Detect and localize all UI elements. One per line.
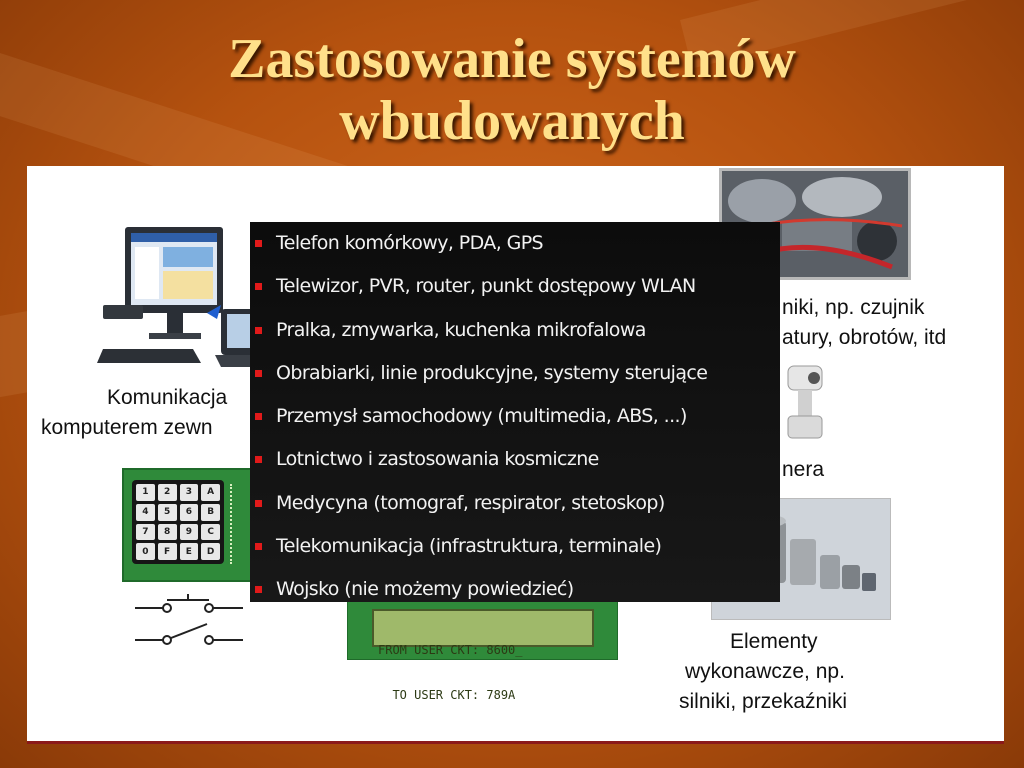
actuator-label-line-3: silniki, przekaźniki [679, 690, 848, 713]
sensor-label-2 [782, 324, 946, 352]
slide-title-line-1: Zastosowanie systemów [228, 28, 796, 90]
bullet-square-icon [255, 283, 262, 290]
bullet-square-icon [255, 500, 262, 507]
applications-list [250, 222, 780, 616]
keypad-key: 2 [158, 484, 177, 501]
keypad-key: C [201, 524, 220, 541]
list-item-text: Medycyna (tomograf, respirator, stetoskop) [276, 491, 665, 514]
lcd-line-2: TO USER CKT: 789A [378, 688, 516, 702]
keypad-key: 8 [158, 524, 177, 541]
computer-label-line-2: komputerem zewn [41, 416, 213, 439]
actuator-label-line-2: wykonawcze, np. [685, 660, 845, 683]
bullet-square-icon [255, 456, 262, 463]
computer-label-2 [41, 414, 213, 442]
actuator-label-line-1: Elementy [730, 630, 818, 653]
list-item [250, 356, 780, 399]
list-item-text: Pralka, zmywarka, kuchenka mikrofalowa [276, 318, 646, 341]
keypad-key: 5 [158, 504, 177, 521]
keypad-image [122, 468, 266, 582]
sensor-label-1 [782, 294, 924, 322]
camera-label [782, 456, 824, 484]
list-item [250, 313, 780, 356]
sensor-label-line-1: niki, np. czujnik [782, 296, 925, 319]
actuator-label-2 [685, 658, 845, 686]
actuator-label-1 [730, 628, 818, 656]
keypad-key: 1 [136, 484, 155, 501]
computer-label [107, 384, 227, 412]
list-item [250, 269, 780, 312]
keypad-key: 3 [180, 484, 199, 501]
camera-image [780, 362, 830, 442]
list-item-text: Telekomunikacja (infrastruktura, terminale) [276, 535, 662, 558]
keypad-grid [132, 480, 224, 564]
keypad-key: 6 [180, 504, 199, 521]
actuator-label-3 [679, 688, 847, 716]
list-item [250, 399, 780, 442]
list-item-text: Obrabiarki, linie produkcyjne, systemy sterujące [276, 361, 708, 384]
bottom-divider-line [27, 741, 1004, 744]
bullet-square-icon [255, 586, 262, 593]
list-item-text: Telefon komórkowy, PDA, GPS [276, 232, 544, 254]
bullet-square-icon [255, 370, 262, 377]
list-item [250, 572, 780, 615]
slide-title-line-2: wbudowanych [339, 90, 685, 152]
camera-label-text: nera [782, 458, 825, 481]
list-item-text: Przemysł samochodowy (multimedia, ABS, ...) [276, 405, 687, 428]
list-item-text: Lotnictwo i zastosowania kosmiczne [276, 448, 599, 471]
list-item [250, 442, 780, 485]
slide-title [0, 28, 1024, 152]
keypad-key: 4 [136, 504, 155, 521]
switch-symbols [135, 594, 245, 654]
bullet-square-icon [255, 240, 262, 247]
keypad-key: B [201, 504, 220, 521]
computer-label-line-1: Komunikacja [107, 386, 228, 409]
keypad-key: A [201, 484, 220, 501]
bullet-square-icon [255, 327, 262, 334]
list-item-text: Wojsko (nie możemy powiedzieć) [276, 578, 574, 601]
keypad-key: 0 [136, 543, 155, 560]
list-item [250, 226, 780, 269]
bullet-square-icon [255, 543, 262, 550]
sensor-label-line-2: atury, obrotów, itd [782, 326, 947, 349]
keypad-key: 7 [136, 524, 155, 541]
lcd-line-1: FROM USER CKT: 8600_ [378, 643, 523, 657]
list-item [250, 529, 780, 572]
keypad-key: F [158, 543, 177, 560]
keypad-key: E [180, 543, 199, 560]
keypad-key: 9 [180, 524, 199, 541]
list-item-text: Telewizor, PVR, router, punkt dostępowy WLAN [276, 275, 696, 298]
bullet-square-icon [255, 413, 262, 420]
list-item [250, 486, 780, 529]
applications-list-overlay [250, 222, 780, 602]
keypad-key: D [201, 543, 220, 560]
